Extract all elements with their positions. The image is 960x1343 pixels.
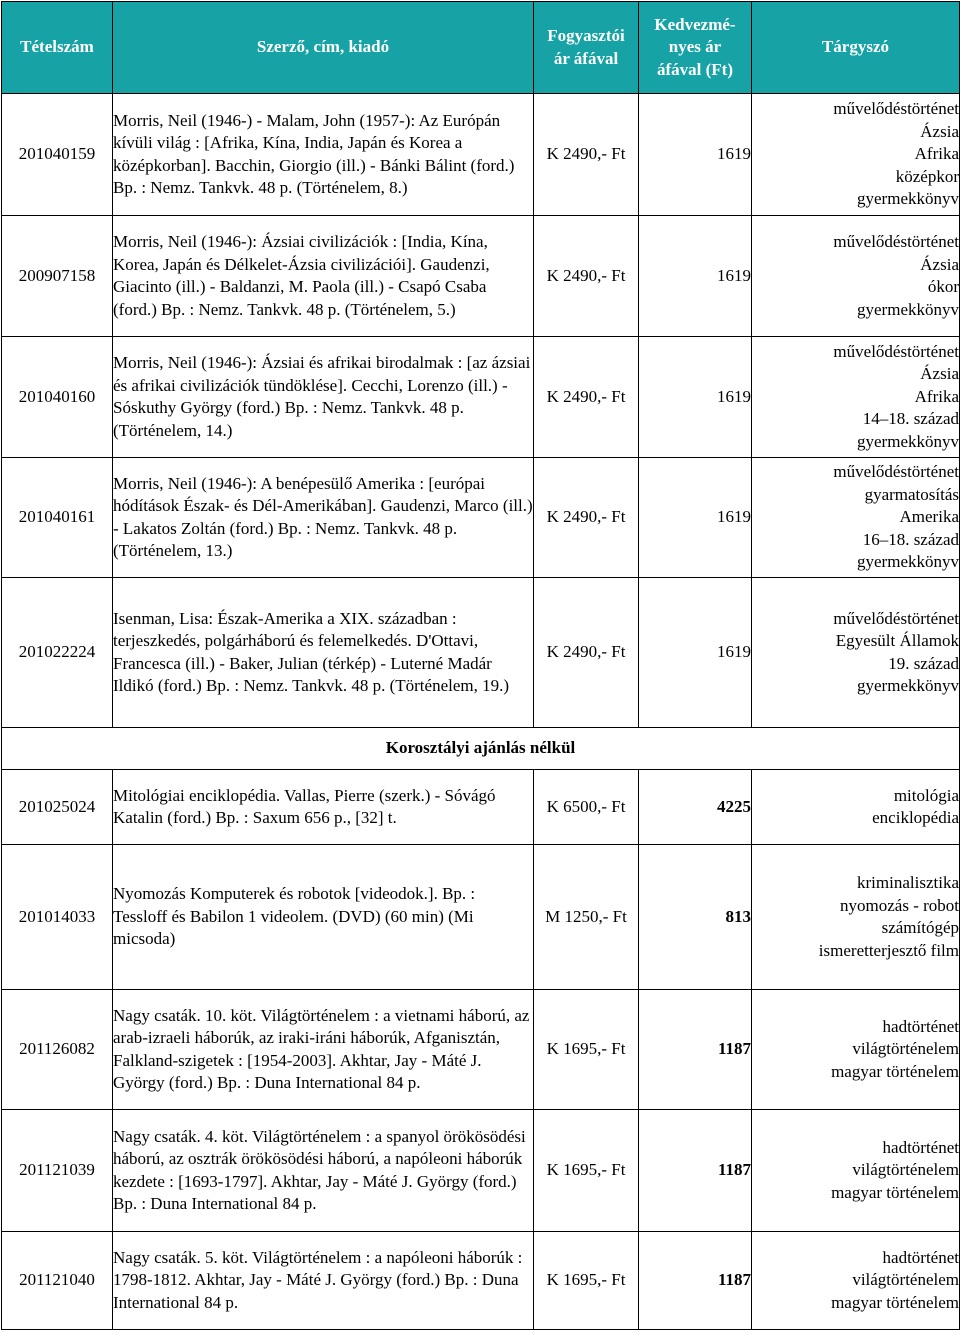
subject-term: mitológia — [893, 785, 959, 805]
item-consumer-price: K 2490,- Ft — [534, 458, 639, 578]
item-subjects — [752, 770, 960, 845]
subject-term: ismeretterjesztő film — [818, 940, 959, 960]
subject-term: Ázsia — [920, 254, 959, 274]
item-discount-price: 1187 — [639, 990, 752, 1110]
item-discount-price: 1619 — [639, 337, 752, 458]
table-row — [2, 94, 960, 216]
item-description: Nyomozás Komputerek és robotok [videodok.]. Bp. : Tessloff és Babilon 1 videolem. (DVD) (60 min) (Mi micsoda) — [113, 845, 534, 990]
subject-term: gyermekkönyv — [857, 676, 959, 695]
item-subjects — [752, 94, 960, 216]
subject-term: 19. század — [888, 653, 959, 673]
subject-term: Egyesült Államok — [835, 631, 959, 650]
table-row — [2, 1110, 960, 1232]
item-description: Mitológiai enciklopédia. Vallas, Pierre (szerk.) - Sóvágó Katalin (ford.) Bp. : Saxum 656 p., [32] t. — [113, 770, 534, 845]
item-subjects — [752, 990, 960, 1110]
header-discount-line2: nyes ár — [668, 37, 722, 57]
item-subjects — [752, 216, 960, 337]
subject-term: Ázsia — [920, 121, 959, 141]
item-consumer-price: K 1695,- Ft — [534, 1232, 639, 1330]
header-subject: Tárgyszó — [752, 2, 960, 94]
item-number: 201040159 — [2, 94, 113, 216]
section-row — [2, 728, 960, 770]
table-row — [2, 845, 960, 990]
header-consumer-price-line2: ár áfával — [553, 48, 619, 68]
header-discount-line1: Kedvezmé- — [654, 14, 736, 34]
item-consumer-price: K 1695,- Ft — [534, 1110, 639, 1232]
section-heading: Korosztályi ajánlás nélkül — [2, 728, 960, 770]
subject-term: gyermekkönyv — [857, 189, 959, 209]
item-description: Morris, Neil (1946-): Ázsiai civilizációk : [India, Kína, Korea, Japán és Délkelet-Ázsia civilizációi]. Gaudenzi, Giacinto (ill.) - Baldanzi, M. Paola (ill.) - Csapó Csaba (ford.) Bp. : Nemz. Tankvk. 48 p. (Történelem, 5.) — [113, 216, 534, 337]
item-consumer-price: K 2490,- Ft — [534, 337, 639, 458]
table-row — [2, 578, 960, 728]
subject-term: világtörténelem — [852, 1160, 959, 1180]
subject-term: művelődéstörténet — [833, 232, 959, 251]
table-row — [2, 990, 960, 1110]
subject-term: magyar történelem — [831, 1061, 959, 1081]
item-subjects — [752, 845, 960, 990]
item-number: 201025024 — [2, 770, 113, 845]
item-subjects — [752, 1110, 960, 1232]
item-consumer-price: K 2490,- Ft — [534, 94, 639, 216]
table-row — [2, 337, 960, 458]
subject-term: Ázsia — [920, 364, 959, 384]
subject-term: művelődéstörténet — [833, 341, 959, 361]
subject-term: gyarmatosítás — [864, 484, 959, 504]
item-number: 201040161 — [2, 458, 113, 578]
subject-term: középkor — [895, 166, 959, 186]
item-number: 201121039 — [2, 1110, 113, 1232]
subject-term: kriminalisztika — [857, 873, 959, 892]
item-description: Morris, Neil (1946-): A benépesülő Amerika : [európai hódítások Észak- és Dél-Amerikában]. Gaudenzi, Marco (ill.) - Lakatos Zoltán (ford.) Bp. : Nemz. Tankvk. 48 p. (Történelem, 13.) — [113, 458, 534, 578]
subject-term: magyar történelem — [831, 1292, 959, 1312]
subject-term: hadtörténet — [882, 1016, 959, 1036]
subject-term: számítógép — [881, 918, 959, 937]
item-description: Nagy csaták. 4. köt. Világtörténelem : a spanyol örökösödési háború, az osztrák örökösödési háború, a napóleoni háborúk kezdete : [1693-1797]. Akhtar, Jay - Máté J. György (ford.) Bp. : Duna International 84 p. — [113, 1110, 534, 1232]
table-row — [2, 770, 960, 845]
item-discount-price: 813 — [639, 845, 752, 990]
subject-term: gyermekkönyv — [857, 431, 959, 451]
header-item-number: Tételszám — [2, 2, 113, 94]
subject-term: hadtörténet — [882, 1247, 959, 1267]
item-consumer-price: K 2490,- Ft — [534, 578, 639, 728]
item-description: Nagy csaták. 5. köt. Világtörténelem : a napóleoni háborúk : 1798-1812. Akhtar, Jay - Máté J. György (ford.) Bp. : Duna International 84 p. — [113, 1232, 534, 1330]
item-discount-price: 1619 — [639, 578, 752, 728]
subject-term: magyar történelem — [831, 1182, 959, 1202]
item-number: 201022224 — [2, 578, 113, 728]
item-number: 201121040 — [2, 1232, 113, 1330]
item-subjects — [752, 337, 960, 458]
item-description: Morris, Neil (1946-): Ázsiai és afrikai birodalmak : [az ázsiai és afrikai civilizációk tündöklése]. Cecchi, Lorenzo (ill.) - Sóskuthy György (ford.) Bp. : Nemz. Tankvk. 48 p. (Történelem, 14.) — [113, 337, 534, 458]
item-discount-price: 1619 — [639, 458, 752, 578]
table-row — [2, 1232, 960, 1330]
item-consumer-price: K 2490,- Ft — [534, 216, 639, 337]
item-description: Nagy csaták. 10. köt. Világtörténelem : a vietnami háború, az arab-izraeli háborúk, az iraki-iráni háborúk, Afganisztán, Falkland-szigetek : [1954-2003]. Akhtar, Jay - Máté J. György (ford.) Bp. : Duna International 84 p. — [113, 990, 534, 1110]
subject-term: enciklopédia — [872, 808, 959, 827]
item-discount-price: 1187 — [639, 1232, 752, 1330]
header-consumer-price — [534, 2, 639, 94]
subject-term: művelődéstörténet — [833, 462, 959, 482]
item-subjects — [752, 458, 960, 578]
item-discount-price: 4225 — [639, 770, 752, 845]
item-number: 201040160 — [2, 337, 113, 458]
item-number: 201126082 — [2, 990, 113, 1110]
header-discount-price — [639, 2, 752, 94]
subject-term: Amerika — [899, 507, 959, 527]
header-consumer-price-line1: Fogyasztói — [547, 26, 625, 45]
item-description: Isenman, Lisa: Észak-Amerika a XIX. században : terjeszkedés, polgárháború és felemelkedés. D'Ottavi, Francesca (ill.) - Baker, Julian (térkép) - Luterné Madár Ildikó (ford.) Bp. : Nemz. Tankvk. 48 p. (Történelem, 19.) — [113, 578, 534, 728]
item-discount-price: 1619 — [639, 216, 752, 337]
subject-term: 14–18. század — [862, 409, 959, 429]
subject-term: művelődéstörténet — [833, 608, 959, 628]
item-discount-price: 1187 — [639, 1110, 752, 1232]
item-number: 201014033 — [2, 845, 113, 990]
table-row — [2, 216, 960, 337]
subject-term: világtörténelem — [852, 1270, 959, 1290]
item-subjects — [752, 1232, 960, 1330]
header-row — [2, 2, 960, 94]
item-subjects — [752, 578, 960, 728]
item-consumer-price: K 6500,- Ft — [534, 770, 639, 845]
catalog-table — [1, 1, 960, 1330]
subject-term: hadtörténet — [882, 1137, 959, 1157]
subject-term: világtörténelem — [852, 1039, 959, 1059]
item-consumer-price: M 1250,- Ft — [534, 845, 639, 990]
item-consumer-price: K 1695,- Ft — [534, 990, 639, 1110]
subject-term: ókor — [927, 277, 959, 296]
subject-term: művelődéstörténet — [833, 99, 959, 119]
item-discount-price: 1619 — [639, 94, 752, 216]
item-description: Morris, Neil (1946-) - Malam, John (1957-): Az Európán kívüli világ : [Afrika, Kína, India, Japán és Korea a középkorban]. Bacchin, Giorgio (ill.) - Bánki Bálint (ford.) Bp. : Nemz. Tankvk. 48 p. (Történelem, 8.) — [113, 94, 534, 216]
header-discount-line3: áfával (Ft) — [656, 59, 733, 79]
header-author-title-publisher: Szerző, cím, kiadó — [113, 2, 534, 94]
subject-term: Afrika — [914, 144, 959, 164]
subject-term: gyermekkönyv — [857, 299, 959, 319]
subject-term: Afrika — [914, 386, 959, 406]
subject-term: gyermekkönyv — [857, 552, 959, 572]
table-row — [2, 458, 960, 578]
item-number: 200907158 — [2, 216, 113, 337]
subject-term: 16–18. század — [862, 529, 959, 549]
subject-term: nyomozás - robot — [840, 895, 959, 915]
